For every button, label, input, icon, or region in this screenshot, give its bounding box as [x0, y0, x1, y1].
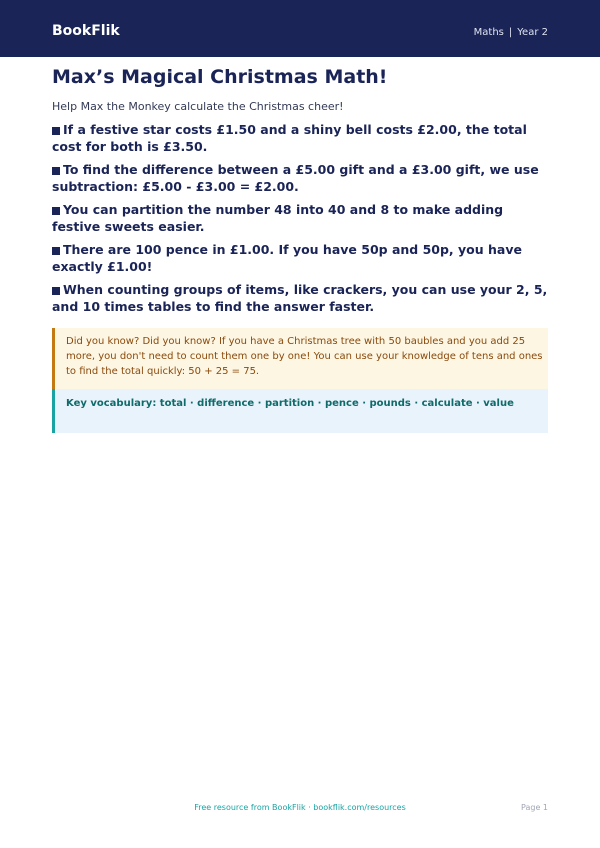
key-point-text: You can partition the number 48 into 40 and 8 to make adding festive sweets easier.	[52, 202, 504, 234]
key-point-text: To find the difference between a £5.00 gift and a £3.00 gift, we use subtraction: £5.00 - £3.00 = £2.00.	[52, 162, 539, 194]
key-point	[52, 281, 548, 315]
square-bullet-icon	[52, 167, 60, 175]
page-footer	[52, 802, 548, 816]
page-number: Page 1	[521, 803, 548, 812]
header-bar	[0, 0, 600, 57]
key-points-list	[52, 121, 548, 315]
did-you-know-text: Did you know? Did you know? If you have a Christmas tree with 50 baubles and you add 25 more, you don't need to count them one by one! You can use your knowledge of tens and ones to find the total quickly: 50 + 25 = 75.	[66, 336, 543, 377]
page-title: Max’s Magical Christmas Math!	[52, 66, 388, 88]
square-bullet-icon	[52, 287, 60, 295]
key-point-text: If a festive star costs £1.50 and a shiny bell costs £2.00, the total cost for both is £3.50.	[52, 122, 527, 154]
square-bullet-icon	[52, 207, 60, 215]
key-point	[52, 201, 548, 235]
subject-label	[474, 26, 548, 40]
key-point	[52, 121, 548, 155]
did-you-know-box	[52, 328, 548, 389]
subject-separator: |	[508, 27, 513, 38]
key-point	[52, 161, 548, 195]
key-point	[52, 241, 548, 275]
intro-text: Help Max the Monkey calculate the Christmas cheer!	[52, 100, 344, 113]
brand-logo[interactable]: BookFlik	[52, 23, 120, 39]
square-bullet-icon	[52, 247, 60, 255]
key-vocabulary-box	[52, 389, 548, 433]
key-point-text: There are 100 pence in £1.00. If you have 50p and 50p, you have exactly £1.00!	[52, 242, 522, 274]
square-bullet-icon	[52, 127, 60, 135]
year-group: Year 2	[517, 27, 548, 38]
subject-name: Maths	[473, 27, 504, 38]
key-vocabulary-text: Key vocabulary: total · difference · partition · pence · pounds · calculate · value	[66, 398, 514, 409]
worksheet-content	[52, 64, 548, 433]
footer-credit-link[interactable]: Free resource from BookFlik · bookflik.com/resources	[194, 803, 406, 812]
key-point-text: When counting groups of items, like crackers, you can use your 2, 5, and 10 times tables to find the answer faster.	[52, 282, 548, 314]
